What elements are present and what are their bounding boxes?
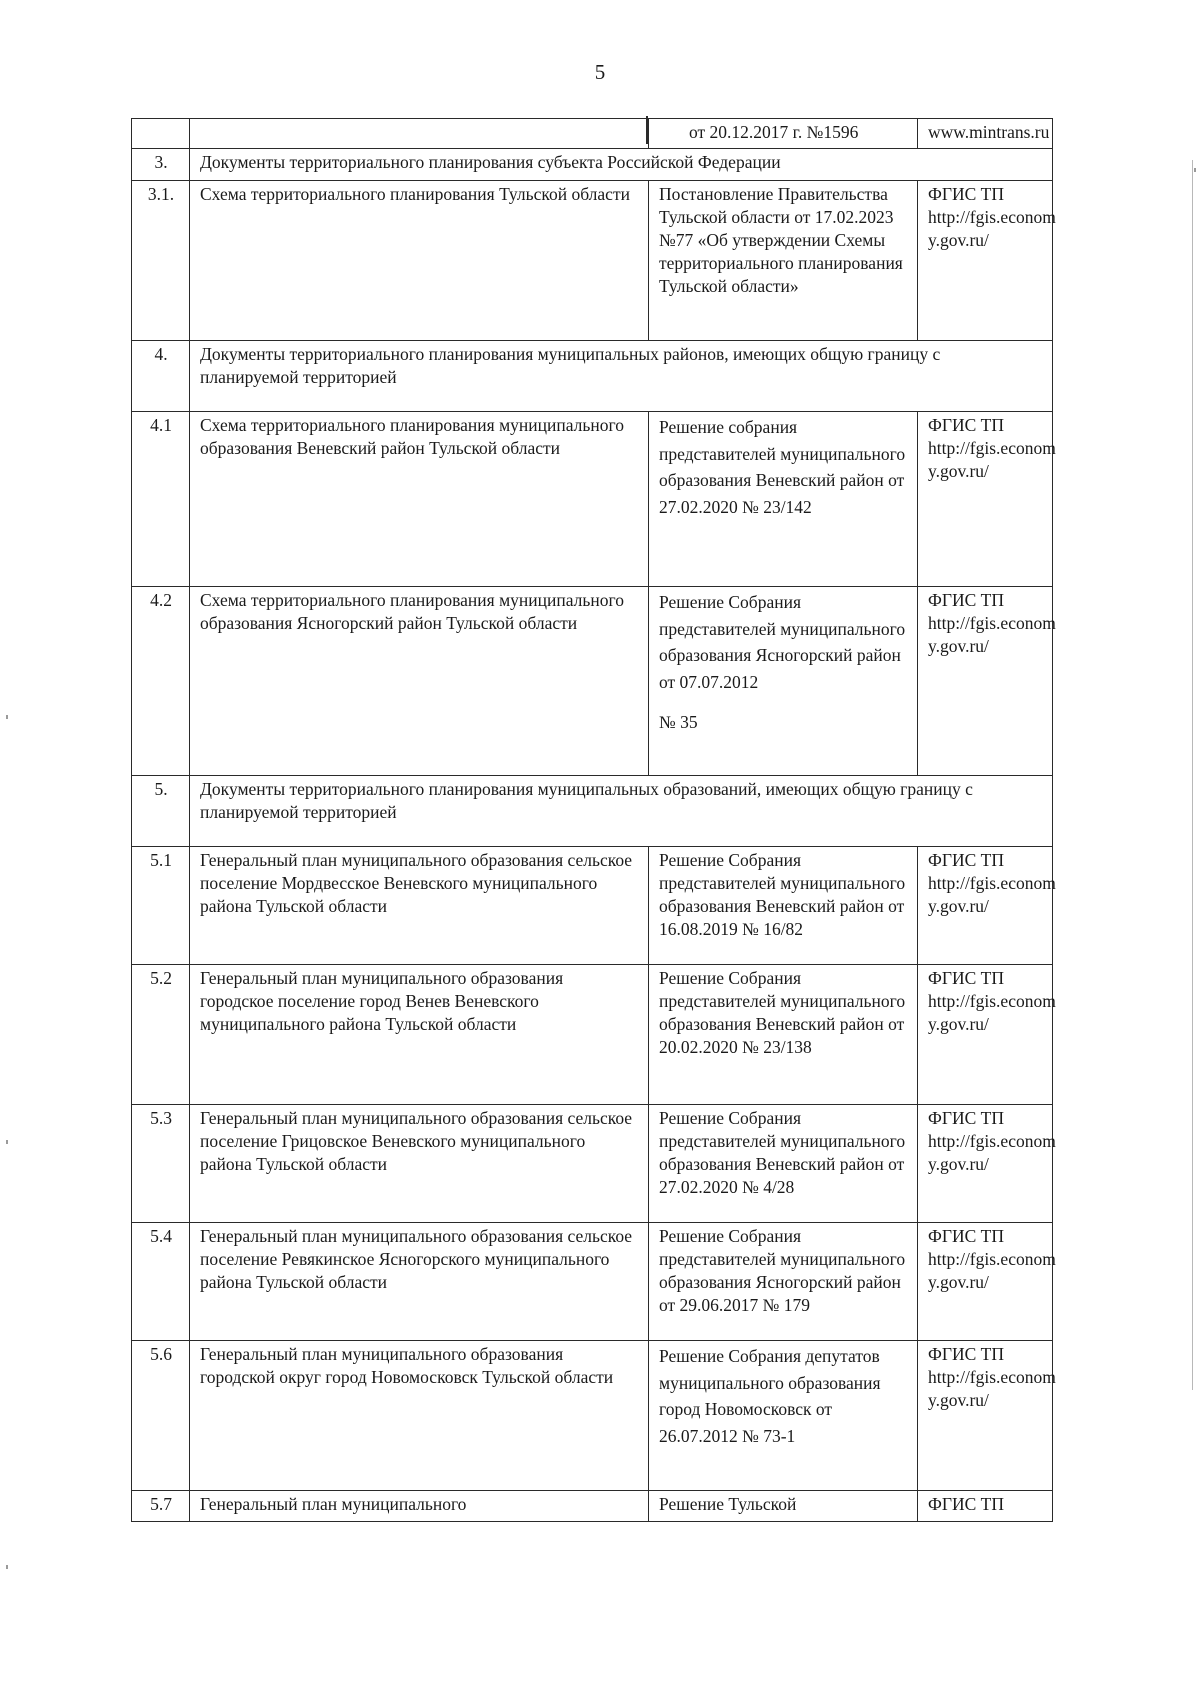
table-row (132, 181, 1053, 341)
source-system: ФГИС ТП (928, 1344, 1004, 1364)
table-row (132, 1223, 1053, 1341)
row-name: Генеральный план муниципального образования городское поселение город Венев Веневского муниципального района Тульской области (190, 965, 649, 1105)
row-source (918, 965, 1056, 1105)
row-num: 5.2 (132, 965, 190, 1105)
table-row (132, 1341, 1053, 1491)
row-doc: Постановление Правительства Тульской области от 17.02.2023 №77 «Об утверждении Схемы территориального планирования Тульской области» (649, 181, 918, 341)
section-num: 5. (132, 776, 190, 847)
source-url: http://fgis.econom y.gov.ru/ (928, 873, 1056, 916)
row-source (918, 847, 1056, 965)
row-num: 5.3 (132, 1105, 190, 1223)
row-name: Генеральный план муниципального образования сельское поселение Ревякинское Ясногорского муниципального района Тульской области (190, 1223, 649, 1341)
source-system: ФГИС ТП (928, 968, 1004, 988)
row-num: 5.7 (132, 1491, 190, 1522)
row-source (918, 1105, 1056, 1223)
row-doc (649, 587, 918, 776)
row-doc: Решение Собрания депутатов муниципального образования город Новомосковск от 26.07.2012 № 73-1 (649, 1341, 918, 1491)
doc-text: Решение Собрания представителей муниципального образования Ясногорский район от 07.07.2012 (659, 592, 906, 692)
row-num: 4.2 (132, 587, 190, 776)
section-row (132, 149, 1053, 181)
row-num: 5.1 (132, 847, 190, 965)
row-name: Схема территориального планирования муниципального образования Ясногорский район Тульской области (190, 587, 649, 776)
scan-speck (6, 715, 8, 719)
row-doc: Решение Собрания представителей муниципального образования Веневский район от 20.02.2020 № 23/138 (649, 965, 918, 1105)
source-url: http://fgis.econom y.gov.ru/ (928, 207, 1056, 250)
row-name: Генеральный план муниципального образования сельское поселение Мордвесское Веневского муниципального района Тульской области (190, 847, 649, 965)
scan-speck (6, 1140, 8, 1144)
table-row (132, 1105, 1053, 1223)
row-doc: Решение Собрания представителей муниципального образования Ясногорский район от 29.06.2017 № 179 (649, 1223, 918, 1341)
row-num: 3.1. (132, 181, 190, 341)
row-name: Схема территориального планирования муниципального образования Веневский район Тульской области (190, 412, 649, 587)
source-system: ФГИС ТП (928, 415, 1004, 435)
section-title: Документы территориального планирования субъекта Российской Федерации (190, 149, 1053, 181)
source-system: ФГИС ТП (928, 184, 1004, 204)
documents-table (131, 118, 1056, 1522)
row-name: Схема территориального планирования Тульской области (190, 181, 649, 341)
section-num: 3. (132, 149, 190, 181)
source-url: http://fgis.econom y.gov.ru/ (928, 613, 1056, 656)
section-title: Документы территориального планирования муниципальных образований, имеющих общую границу с планируемой территорией (190, 776, 1053, 847)
source-url: http://fgis.econom y.gov.ru/ (928, 1367, 1056, 1410)
row-source (918, 1223, 1056, 1341)
row-doc-cell: от 20.12.2017 г. №1596 (649, 119, 918, 149)
source-url: http://fgis.econom y.gov.ru/ (928, 438, 1056, 481)
table-row (132, 587, 1053, 776)
doc-number: № 35 (659, 712, 698, 732)
row-doc: Решение Собрания представителей муниципального образования Веневский район от 16.08.2019 № 16/82 (649, 847, 918, 965)
row-source (918, 412, 1056, 587)
scan-edge-line (1192, 160, 1193, 1390)
row-num: 4.1 (132, 412, 190, 587)
source-system: ФГИС ТП (928, 590, 1004, 610)
row-doc: Решение собрания представителей муниципального образования Веневский район от 27.02.2020 № 23/142 (649, 412, 918, 587)
row-num: 5.6 (132, 1341, 190, 1491)
row-name: Генеральный план муниципального (190, 1491, 649, 1522)
row-source-cell: www.mintrans.ru (918, 119, 1053, 149)
source-url: http://fgis.econom y.gov.ru/ (928, 991, 1056, 1034)
table-row (132, 965, 1053, 1105)
table-row (132, 119, 1053, 149)
source-url: http://fgis.econom y.gov.ru/ (928, 1131, 1056, 1174)
source-system: ФГИС ТП (928, 850, 1004, 870)
source-system: ФГИС ТП (928, 1494, 1004, 1514)
row-source (918, 1341, 1056, 1491)
scan-speck (1194, 168, 1196, 172)
row-source (918, 587, 1056, 776)
row-source (918, 1491, 1053, 1522)
section-num: 4. (132, 341, 190, 412)
page-number: 5 (594, 60, 606, 84)
row-num: 5.4 (132, 1223, 190, 1341)
table-row (132, 1491, 1053, 1522)
section-row (132, 341, 1053, 412)
row-name: Генеральный план муниципального образования городской округ город Новомосковск Тульской области (190, 1341, 649, 1491)
table-row (132, 412, 1053, 587)
source-url: http://fgis.econom y.gov.ru/ (928, 1249, 1056, 1292)
source-system: ФГИС ТП (928, 1108, 1004, 1128)
row-name: Генеральный план муниципального образования сельское поселение Грицовское Веневского муниципального района Тульской области (190, 1105, 649, 1223)
row-num-cell (132, 119, 190, 149)
section-title: Документы территориального планирования муниципальных районов, имеющих общую границу с планируемой территорией (190, 341, 1053, 412)
row-doc: Решение Тульской (649, 1491, 918, 1522)
row-name-cell (190, 119, 649, 149)
scan-speck (6, 1565, 8, 1569)
table-row (132, 847, 1053, 965)
source-system: ФГИС ТП (928, 1226, 1004, 1246)
row-doc: Решение Собрания представителей муниципального образования Веневский район от 27.02.2020 № 4/28 (649, 1105, 918, 1223)
section-row (132, 776, 1053, 847)
row-source (918, 181, 1056, 341)
